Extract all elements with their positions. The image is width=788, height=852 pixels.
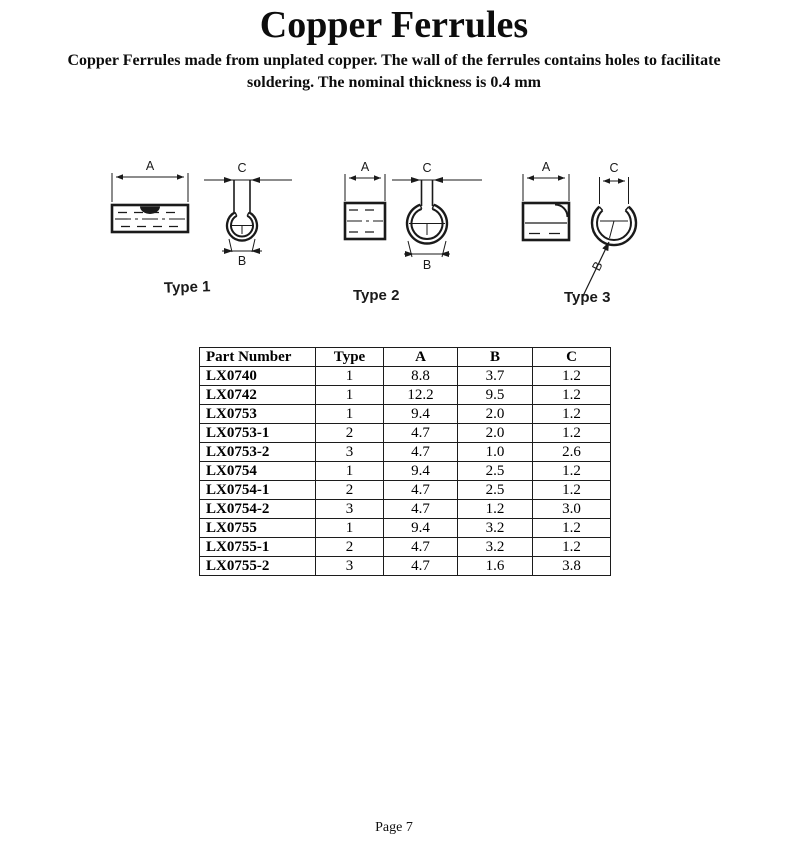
subtitle-line-1: Copper Ferrules made from unplated copper. The wall of the ferrules contains holes to facilitate: [67, 52, 721, 69]
page-title: Copper Ferrules: [259, 4, 529, 46]
value-cell: 3.2: [458, 538, 533, 557]
table-row: [200, 424, 611, 443]
ferrule-diagram-svg: [0, 0, 788, 335]
dimension-b-type2: [404, 241, 450, 272]
diagram-label-type2: Type 2: [353, 287, 400, 304]
value-cell: 1.2: [458, 500, 533, 519]
end-view-type2: [407, 180, 447, 244]
table-row: [200, 462, 611, 481]
value-cell: 4.7: [384, 557, 458, 576]
side-view-type3: [523, 203, 569, 240]
table-row: [200, 557, 611, 576]
end-view-type1: [227, 180, 257, 241]
value-cell: 2.5: [458, 481, 533, 500]
table-row: [200, 500, 611, 519]
table-row: [200, 519, 611, 538]
value-cell: 1.2: [533, 386, 611, 405]
dimension-c-type2: [392, 161, 482, 183]
dim-a-label-type2: A: [360, 160, 370, 174]
figure-type1: [112, 159, 292, 268]
value-cell: 1.2: [533, 367, 611, 386]
page-number: Page 7: [375, 820, 413, 835]
column-header-part-number: Part Number: [200, 348, 316, 367]
value-cell: 1.2: [533, 424, 611, 443]
part-number-cell: LX0753-2: [200, 443, 316, 462]
parts-table: [199, 347, 611, 576]
table-row: [200, 367, 611, 386]
value-cell: 8.8: [384, 367, 458, 386]
diagram-label-type1: Type 1: [163, 278, 211, 297]
value-cell: 3.7: [458, 367, 533, 386]
dim-c-label-type3: C: [609, 161, 619, 175]
value-cell: 9.4: [384, 462, 458, 481]
value-cell: 4.7: [384, 443, 458, 462]
part-number-cell: LX0755: [200, 519, 316, 538]
value-cell: 4.7: [384, 538, 458, 557]
table-header-row: [200, 348, 611, 367]
dim-b-label-type1: B: [237, 254, 247, 268]
value-cell: 4.7: [384, 500, 458, 519]
value-cell: 1: [316, 405, 384, 424]
value-cell: 3: [316, 557, 384, 576]
part-number-cell: LX0753: [200, 405, 316, 424]
table-row: [200, 481, 611, 500]
value-cell: 2.5: [458, 462, 533, 481]
part-number-cell: LX0742: [200, 386, 316, 405]
table-row: [200, 386, 611, 405]
value-cell: 3: [316, 500, 384, 519]
part-number-cell: LX0755-2: [200, 557, 316, 576]
part-number-cell: LX0754-2: [200, 500, 316, 519]
table-row: [200, 443, 611, 462]
value-cell: 3.8: [533, 557, 611, 576]
ferrule-table-body: [200, 367, 611, 576]
value-cell: 4.7: [384, 424, 458, 443]
dim-a-label-type1: A: [145, 159, 155, 173]
dimension-a-type1: [112, 159, 188, 202]
part-number-cell: LX0740: [200, 367, 316, 386]
value-cell: 1.2: [533, 519, 611, 538]
part-number-cell: LX0753-1: [200, 424, 316, 443]
figure-type2: [345, 160, 482, 272]
table-row: [200, 538, 611, 557]
dim-b-label-type2: B: [422, 258, 432, 272]
value-cell: 1.0: [458, 443, 533, 462]
value-cell: 4.7: [384, 481, 458, 500]
value-cell: 1.2: [533, 481, 611, 500]
value-cell: 2: [316, 538, 384, 557]
dimension-a-type2: [345, 160, 385, 201]
value-cell: 1: [316, 462, 384, 481]
diagram-label-type3: Type 3: [564, 289, 611, 306]
value-cell: 1: [316, 519, 384, 538]
value-cell: 1: [316, 367, 384, 386]
part-number-cell: LX0754-1: [200, 481, 316, 500]
column-header-c: C: [533, 348, 611, 367]
value-cell: 2.6: [533, 443, 611, 462]
column-header-a: A: [384, 348, 458, 367]
value-cell: 3.2: [458, 519, 533, 538]
dim-c-label-type2: C: [422, 161, 432, 175]
column-header-b: B: [458, 348, 533, 367]
dimension-b-type1: [222, 239, 262, 268]
value-cell: 12.2: [384, 386, 458, 405]
value-cell: 2: [316, 481, 384, 500]
value-cell: 1.2: [533, 405, 611, 424]
side-view-type1: [112, 205, 188, 232]
value-cell: 9.4: [384, 405, 458, 424]
side-view-type2: [345, 203, 385, 239]
value-cell: 2: [316, 424, 384, 443]
dim-c-label-type1: C: [237, 161, 247, 175]
value-cell: 9.5: [458, 386, 533, 405]
dim-b-label-type3: B: [589, 259, 606, 274]
dimension-c-type3: [600, 161, 629, 204]
dimension-b-type3: [583, 242, 609, 296]
value-cell: 3: [316, 443, 384, 462]
value-cell: 1.2: [533, 538, 611, 557]
value-cell: 9.4: [384, 519, 458, 538]
value-cell: 3.0: [533, 500, 611, 519]
part-number-cell: LX0755-1: [200, 538, 316, 557]
figure-type3: [523, 160, 636, 296]
table-row: [200, 405, 611, 424]
value-cell: 1: [316, 386, 384, 405]
end-view-type3: [592, 207, 636, 245]
subtitle-line-2: soldering. The nominal thickness is 0.4 mm: [247, 74, 541, 91]
dimension-c-type1: [204, 161, 292, 183]
column-header-type: Type: [316, 348, 384, 367]
value-cell: 1.2: [533, 462, 611, 481]
value-cell: 2.0: [458, 405, 533, 424]
value-cell: 1.6: [458, 557, 533, 576]
dimension-a-type3: [523, 160, 569, 201]
value-cell: 2.0: [458, 424, 533, 443]
part-number-cell: LX0754: [200, 462, 316, 481]
dim-a-label-type3: A: [541, 160, 551, 174]
